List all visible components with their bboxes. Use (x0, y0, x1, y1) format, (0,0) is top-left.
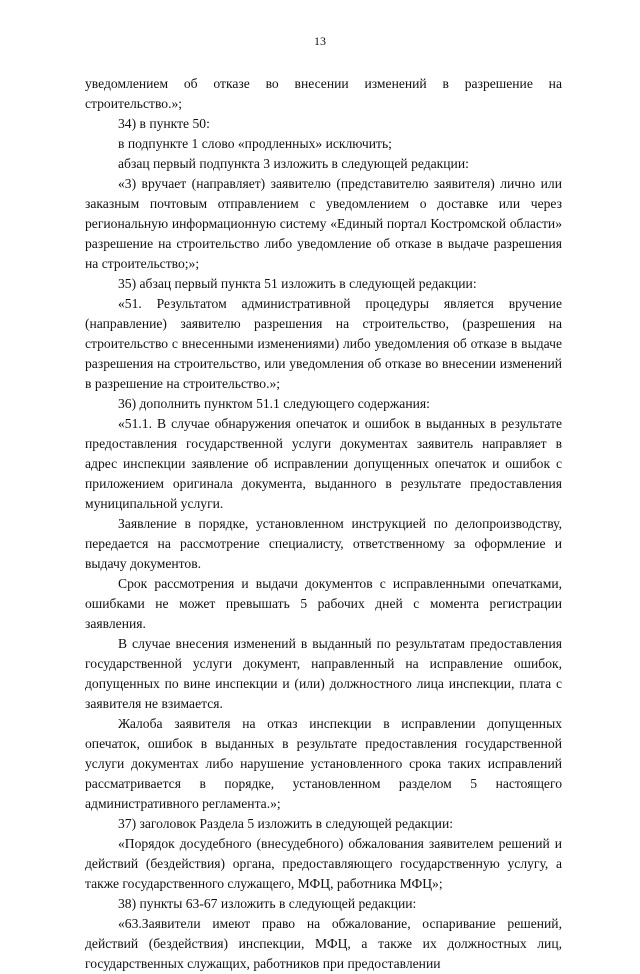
paragraph-11: Срок рассмотрения и выдачи документов с исправленными опечатками, ошибками не может превышать 5 рабочих дней с момента регистрации заявления. (85, 576, 562, 631)
paragraph-4: абзац первый подпункта 3 изложить в следующей редакции: (118, 156, 469, 171)
paragraph-17: «63.Заявители имеют право на обжалование, оспаривание решений, действий (бездействия) инспекции, МФЦ, а также их должностных лиц, государственных служащих, работников при предоставлении (85, 916, 562, 971)
paragraph-1: уведомлением об отказе во внесении изменений в разрешение на строительство.»; (85, 76, 562, 111)
paragraph-3: в подпункте 1 слово «продленных» исключить; (118, 136, 392, 151)
paragraph-12: В случае внесения изменений в выданный по результатам предоставления государственной услуги документ, направленный на исправление ошибок, допущенных по вине инспекции и (или) должностного лица инспекции, плата с заявителя не взимается. (85, 636, 562, 711)
page-number: 13 (314, 34, 326, 48)
paragraph-6: 35) абзац первый пункта 51 изложить в следующей редакции: (118, 276, 477, 291)
paragraph-15: «Порядок досудебного (внесудебного) обжалования заявителем решений и действий (бездействия) органа, предоставляющего государственную услугу, а также государственного служащего, МФЦ, работника МФЦ»; (85, 836, 562, 891)
paragraph-7: «51. Результатом административной процедуры является вручение (направление) заявителю разрешения на строительство, (разрешения на строительство с внесенными изменениями) либо уведомления об отказе в выдаче разрешения на строительство, или уведомления об отказе во внесении изменений в разрешение на строительство.»; (85, 296, 562, 391)
paragraph-9: «51.1. В случае обнаружения опечаток и ошибок в выданных в результате предоставления государственной услуги документах заявитель направляет в адрес инспекции заявление об исправлении допущенных опечаток и ошибок с приложением оригинала документа, выданного в результате предоставления муниципальной услуги. (85, 416, 562, 511)
paragraph-5: «3) вручает (направляет) заявителю (представителю заявителя) лично или заказным почтовым отправлением с уведомлением о доставке или через региональную информационную систему «Единый портал Костромской области» разрешение на строительство либо уведомление об отказе в выдаче разрешения на строительство;»; (85, 176, 562, 271)
document-body (85, 74, 562, 974)
paragraph-13: Жалоба заявителя на отказ инспекции в исправлении допущенных опечаток, ошибок в выданных в результате предоставления государственной услуги документах либо нарушение установленного срока таких исправлений рассматривается в порядке, установленном разделом 5 настоящего административного регламента.»; (85, 716, 562, 811)
paragraph-14: 37) заголовок Раздела 5 изложить в следующей редакции: (118, 816, 453, 831)
paragraph-10: Заявление в порядке, установленном инструкцией по делопроизводству, передается на рассмотрение специалисту, ответственному за оформление и выдачу документов. (85, 516, 562, 571)
paragraph-8: 36) дополнить пунктом 51.1 следующего содержания: (118, 396, 430, 411)
paragraph-16: 38) пункты 63-67 изложить в следующей редакции: (118, 896, 417, 911)
paragraph-2: 34) в пункте 50: (118, 116, 210, 131)
